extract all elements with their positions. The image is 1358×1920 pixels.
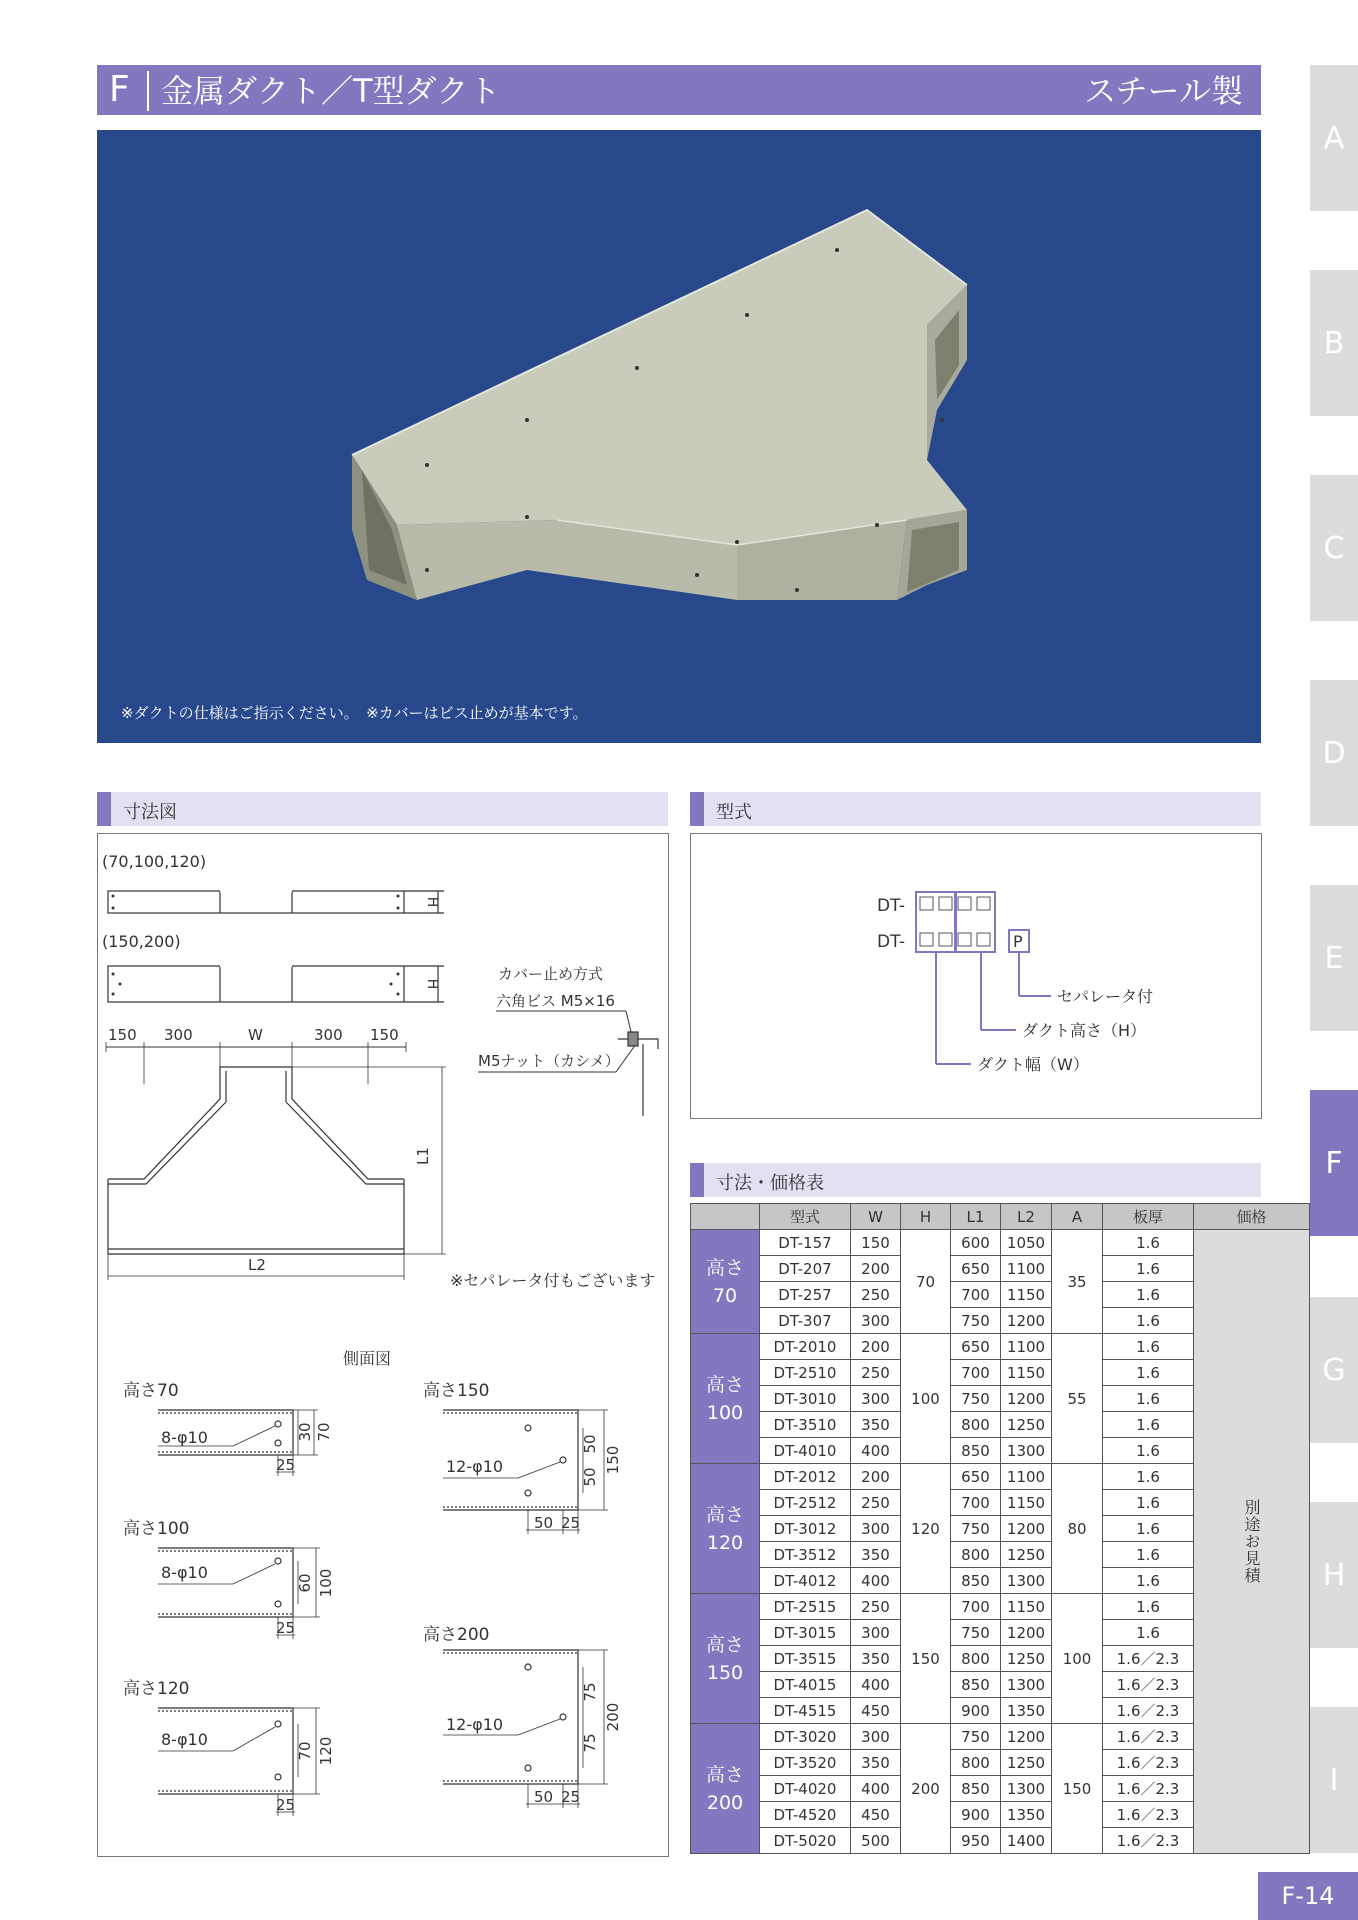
cell-l2: 1250 <box>1001 1646 1052 1672</box>
cell-thickness: 1.6 <box>1103 1568 1194 1594</box>
cell-thickness: 1.6 <box>1103 1308 1194 1334</box>
cell-l2: 1150 <box>1001 1282 1052 1308</box>
cell-model: DT-2512 <box>760 1490 851 1516</box>
label-separator: セパレータ付 <box>1057 987 1154 1006</box>
group-label-text: 高さ <box>705 1503 744 1526</box>
cell-h: 200 <box>901 1724 951 1854</box>
tab-f[interactable] <box>1310 1090 1358 1236</box>
dim-25: 25 <box>276 1796 296 1814</box>
page-number: F-14 <box>1258 1872 1358 1920</box>
side-title-200: 高さ200 <box>423 1625 490 1645</box>
cell-thickness: 1.6／2.3 <box>1103 1646 1194 1672</box>
tab-h[interactable] <box>1310 1502 1358 1648</box>
group-label-value: 70 <box>712 1284 738 1307</box>
tab-label: F <box>1325 1145 1343 1181</box>
tab-label: A <box>1323 120 1345 156</box>
cell-l2: 1150 <box>1001 1490 1052 1516</box>
cell-h: 150 <box>901 1594 951 1724</box>
group-label-value: 120 <box>706 1531 744 1554</box>
table-header-row <box>691 1204 1310 1230</box>
cell-w: 150 <box>851 1230 901 1256</box>
cell-w: 450 <box>851 1698 901 1724</box>
nut-label: M5ナット（カシメ） <box>478 1052 620 1070</box>
cell-thickness: 1.6 <box>1103 1464 1194 1490</box>
cell-l2: 1300 <box>1001 1776 1052 1802</box>
cell-l1: 800 <box>951 1750 1001 1776</box>
cell-thickness: 1.6 <box>1103 1256 1194 1282</box>
cell-l1: 700 <box>951 1490 1001 1516</box>
cell-model: DT-3015 <box>760 1620 851 1646</box>
col-w: W <box>851 1204 901 1230</box>
cell-l1: 750 <box>951 1516 1001 1542</box>
cell-l2: 1250 <box>1001 1542 1052 1568</box>
cell-model: DT-257 <box>760 1282 851 1308</box>
side-title-150: 高さ150 <box>423 1381 490 1401</box>
cell-l2: 1200 <box>1001 1386 1052 1412</box>
cell-thickness: 1.6 <box>1103 1490 1194 1516</box>
cell-a: 150 <box>1052 1724 1103 1854</box>
cell-l1: 700 <box>951 1594 1001 1620</box>
cell-model: DT-2012 <box>760 1464 851 1490</box>
cell-l2: 1150 <box>1001 1360 1052 1386</box>
cell-w: 450 <box>851 1802 901 1828</box>
photo-note: ※ダクトの仕様はご指示ください。 ※カバーはビス止めが基本です。 <box>121 704 588 722</box>
holes-70: 8-φ10 <box>161 1428 208 1447</box>
cell-l1: 750 <box>951 1308 1001 1334</box>
cell-thickness: 1.6 <box>1103 1412 1194 1438</box>
cell-model: DT-3010 <box>760 1386 851 1412</box>
dim-75: 75 <box>581 1682 599 1702</box>
group-label-value: 200 <box>706 1791 744 1814</box>
cell-w: 250 <box>851 1490 901 1516</box>
dimension-diagram <box>98 834 668 1856</box>
group-label-text: 高さ <box>705 1763 744 1786</box>
cell-l1: 650 <box>951 1464 1001 1490</box>
holes-200: 12-φ10 <box>446 1715 504 1734</box>
cell-l2: 1150 <box>1001 1594 1052 1620</box>
dim-l1: L1 <box>414 1147 432 1165</box>
cell-l2: 1300 <box>1001 1568 1052 1594</box>
side-title-120: 高さ120 <box>123 1679 190 1699</box>
cell-w: 400 <box>851 1776 901 1802</box>
cell-model: DT-3510 <box>760 1412 851 1438</box>
cell-model: DT-4020 <box>760 1776 851 1802</box>
cell-h: 70 <box>901 1230 951 1334</box>
dim-50: 50 <box>581 1434 599 1454</box>
side-title-70: 高さ70 <box>123 1381 179 1401</box>
section-price-table <box>690 1163 1261 1197</box>
height-group-label <box>691 1724 760 1854</box>
tab-label: C <box>1323 530 1345 566</box>
cell-w: 200 <box>851 1464 901 1490</box>
price-table <box>690 1203 1310 1854</box>
cell-l2: 1400 <box>1001 1828 1052 1854</box>
header-divider <box>147 71 149 111</box>
dim-30: 30 <box>296 1422 314 1442</box>
model-code-box <box>690 833 1262 1119</box>
cell-thickness: 1.6／2.3 <box>1103 1776 1194 1802</box>
height-group-label <box>691 1464 760 1594</box>
cell-w: 250 <box>851 1360 901 1386</box>
material-label: スチール製 <box>1084 72 1243 110</box>
group-label-value: 150 <box>706 1661 744 1684</box>
cell-thickness: 1.6 <box>1103 1360 1194 1386</box>
group-label-text: 高さ <box>705 1373 744 1396</box>
col-l1: L1 <box>951 1204 1001 1230</box>
col-a: A <box>1052 1204 1103 1230</box>
cell-model: DT-3515 <box>760 1646 851 1672</box>
label-height: ダクト高さ（H） <box>1022 1021 1147 1040</box>
side-title: 側面図 <box>343 1349 392 1368</box>
cell-thickness: 1.6 <box>1103 1516 1194 1542</box>
model-code-diagram <box>691 834 1261 1118</box>
cell-model: DT-3512 <box>760 1542 851 1568</box>
cell-thickness: 1.6 <box>1103 1282 1194 1308</box>
dim-50: 50 <box>581 1467 599 1487</box>
cell-model: DT-3520 <box>760 1750 851 1776</box>
cell-l2: 1050 <box>1001 1230 1052 1256</box>
product-photo <box>97 130 1261 743</box>
cell-l1: 850 <box>951 1776 1001 1802</box>
table-row <box>691 1230 1310 1256</box>
cover-title: カバー止め方式 <box>498 965 604 983</box>
cell-thickness: 1.6 <box>1103 1620 1194 1646</box>
tab-e[interactable] <box>1310 885 1358 1031</box>
col-l2: L2 <box>1001 1204 1052 1230</box>
tab-label: E <box>1324 940 1344 976</box>
cell-w: 500 <box>851 1828 901 1854</box>
tab-g[interactable] <box>1310 1297 1358 1443</box>
cell-a: 35 <box>1052 1230 1103 1334</box>
col-thickness: 板厚 <box>1103 1204 1194 1230</box>
cell-model: DT-2010 <box>760 1334 851 1360</box>
tab-a[interactable] <box>1310 65 1358 211</box>
cell-model: DT-307 <box>760 1308 851 1334</box>
cell-thickness: 1.6 <box>1103 1438 1194 1464</box>
h-label: H <box>424 978 440 990</box>
cell-model: DT-3012 <box>760 1516 851 1542</box>
dim-300: 300 <box>164 1026 193 1044</box>
cell-l1: 750 <box>951 1386 1001 1412</box>
side-title-100: 高さ100 <box>123 1519 190 1539</box>
cell-l2: 1200 <box>1001 1724 1052 1750</box>
cell-l1: 850 <box>951 1672 1001 1698</box>
cell-w: 400 <box>851 1672 901 1698</box>
cell-l2: 1100 <box>1001 1464 1052 1490</box>
table-body <box>691 1230 1310 1854</box>
cell-w: 350 <box>851 1412 901 1438</box>
cell-model: DT-4012 <box>760 1568 851 1594</box>
section-model <box>690 792 1261 826</box>
tab-label: B <box>1323 325 1345 361</box>
cell-thickness: 1.6 <box>1103 1594 1194 1620</box>
cell-l2: 1250 <box>1001 1412 1052 1438</box>
dim-50: 50 <box>534 1788 554 1806</box>
tab-i[interactable] <box>1310 1707 1358 1853</box>
cell-model: DT-5020 <box>760 1828 851 1854</box>
cell-a: 55 <box>1052 1334 1103 1464</box>
label-width: ダクト幅（W） <box>977 1055 1089 1074</box>
cell-model: DT-207 <box>760 1256 851 1282</box>
cell-l1: 650 <box>951 1256 1001 1282</box>
col-price: 価格 <box>1194 1204 1310 1230</box>
cell-thickness: 1.6 <box>1103 1542 1194 1568</box>
cell-l1: 850 <box>951 1568 1001 1594</box>
cell-thickness: 1.6／2.3 <box>1103 1724 1194 1750</box>
section-dimension <box>97 792 668 826</box>
col-model: 型式 <box>760 1204 851 1230</box>
cell-w: 350 <box>851 1750 901 1776</box>
cell-w: 350 <box>851 1542 901 1568</box>
cell-price: 別途お見積 <box>1194 1230 1310 1854</box>
cell-l2: 1200 <box>1001 1516 1052 1542</box>
dim-150: 150 <box>604 1445 622 1475</box>
cell-thickness: 1.6 <box>1103 1334 1194 1360</box>
cell-w: 350 <box>851 1646 901 1672</box>
holes-120: 8-φ10 <box>161 1730 208 1749</box>
tab-label: D <box>1322 735 1346 771</box>
cell-l1: 700 <box>951 1360 1001 1386</box>
cell-l2: 1200 <box>1001 1620 1052 1646</box>
cell-thickness: 1.6 <box>1103 1230 1194 1256</box>
cell-w: 300 <box>851 1308 901 1334</box>
height-group-label <box>691 1594 760 1724</box>
cell-w: 300 <box>851 1620 901 1646</box>
cell-w: 200 <box>851 1334 901 1360</box>
cell-w: 400 <box>851 1568 901 1594</box>
dim-25: 25 <box>561 1514 581 1532</box>
dim-60: 60 <box>296 1573 314 1593</box>
page-title: 金属ダクト／T型ダクト <box>161 72 501 110</box>
group-label-2: (150,200) <box>102 932 181 951</box>
cell-l1: 950 <box>951 1828 1001 1854</box>
h-label: H <box>424 896 440 908</box>
cell-model: DT-2510 <box>760 1360 851 1386</box>
tab-label: G <box>1322 1352 1346 1388</box>
holes-100: 8-φ10 <box>161 1563 208 1582</box>
code-prefix: DT- <box>877 932 906 952</box>
group-label-text: 高さ <box>705 1256 744 1279</box>
dim-300: 300 <box>314 1026 343 1044</box>
dim-25: 25 <box>276 1456 296 1474</box>
dim-70: 70 <box>296 1741 314 1761</box>
dim-75: 75 <box>581 1733 599 1753</box>
holes-150: 12-φ10 <box>446 1457 504 1476</box>
dim-150: 150 <box>108 1026 137 1044</box>
cell-w: 400 <box>851 1438 901 1464</box>
dim-25: 25 <box>561 1788 581 1806</box>
screw-label: 六角ビス M5×16 <box>496 992 615 1010</box>
cell-l1: 750 <box>951 1620 1001 1646</box>
cell-l1: 800 <box>951 1646 1001 1672</box>
section-title: 寸法・価格表 <box>716 1173 824 1194</box>
cell-h: 100 <box>901 1334 951 1464</box>
cell-l1: 900 <box>951 1802 1001 1828</box>
dim-100: 100 <box>317 1568 335 1598</box>
cell-model: DT-4015 <box>760 1672 851 1698</box>
group-label-1: (70,100,120) <box>102 852 207 871</box>
tab-label: I <box>1329 1762 1339 1798</box>
cell-l2: 1350 <box>1001 1802 1052 1828</box>
dim-50: 50 <box>534 1514 554 1532</box>
cell-thickness: 1.6／2.3 <box>1103 1698 1194 1724</box>
cell-l1: 800 <box>951 1412 1001 1438</box>
col-h: H <box>901 1204 951 1230</box>
cell-l2: 1300 <box>1001 1672 1052 1698</box>
cell-l2: 1200 <box>1001 1308 1052 1334</box>
code-prefix: DT- <box>877 896 906 916</box>
cell-w: 250 <box>851 1594 901 1620</box>
separator-note: ※セパレータ付もございます <box>450 1271 656 1290</box>
dim-w: W <box>248 1026 263 1044</box>
cell-model: DT-4515 <box>760 1698 851 1724</box>
dim-150: 150 <box>370 1026 399 1044</box>
cell-model: DT-3020 <box>760 1724 851 1750</box>
tab-d[interactable] <box>1310 680 1358 826</box>
cell-l1: 650 <box>951 1334 1001 1360</box>
cell-w: 200 <box>851 1256 901 1282</box>
section-title: 寸法図 <box>123 802 177 823</box>
group-label-text: 高さ <box>705 1633 744 1656</box>
cell-l2: 1100 <box>1001 1334 1052 1360</box>
cell-w: 300 <box>851 1386 901 1412</box>
section-title: 型式 <box>716 802 752 823</box>
cell-a: 100 <box>1052 1594 1103 1724</box>
cell-l2: 1250 <box>1001 1750 1052 1776</box>
cell-w: 250 <box>851 1282 901 1308</box>
cell-h: 120 <box>901 1464 951 1594</box>
cell-model: DT-4520 <box>760 1802 851 1828</box>
height-group-label <box>691 1230 760 1334</box>
cell-thickness: 1.6／2.3 <box>1103 1750 1194 1776</box>
cell-thickness: 1.6／2.3 <box>1103 1802 1194 1828</box>
dim-l2: L2 <box>248 1256 266 1274</box>
cell-thickness: 1.6／2.3 <box>1103 1672 1194 1698</box>
tab-b[interactable] <box>1310 270 1358 416</box>
cell-l1: 850 <box>951 1438 1001 1464</box>
dim-25: 25 <box>276 1619 296 1637</box>
cell-thickness: 1.6 <box>1103 1386 1194 1412</box>
cell-a: 80 <box>1052 1464 1103 1594</box>
dimension-drawing <box>97 833 669 1857</box>
t-duct-illustration <box>97 130 1261 743</box>
code-suffix: P <box>1013 932 1023 951</box>
dim-120: 120 <box>317 1736 335 1766</box>
cell-l1: 800 <box>951 1542 1001 1568</box>
cell-model: DT-157 <box>760 1230 851 1256</box>
cell-model: DT-2515 <box>760 1594 851 1620</box>
tab-c[interactable] <box>1310 475 1358 621</box>
cell-w: 300 <box>851 1516 901 1542</box>
dim-200: 200 <box>604 1702 622 1732</box>
cell-l2: 1350 <box>1001 1698 1052 1724</box>
cell-l1: 900 <box>951 1698 1001 1724</box>
cell-l1: 750 <box>951 1724 1001 1750</box>
cell-l2: 1300 <box>1001 1438 1052 1464</box>
section-letter: F <box>109 69 130 110</box>
cell-l2: 1100 <box>1001 1256 1052 1282</box>
height-group-label <box>691 1334 760 1464</box>
group-label-value: 100 <box>706 1401 744 1424</box>
tab-label: H <box>1322 1557 1346 1593</box>
page-header <box>97 65 1261 115</box>
cell-l1: 600 <box>951 1230 1001 1256</box>
dim-70: 70 <box>315 1422 333 1442</box>
cell-thickness: 1.6／2.3 <box>1103 1828 1194 1854</box>
cell-w: 300 <box>851 1724 901 1750</box>
cell-l1: 700 <box>951 1282 1001 1308</box>
cell-model: DT-4010 <box>760 1438 851 1464</box>
